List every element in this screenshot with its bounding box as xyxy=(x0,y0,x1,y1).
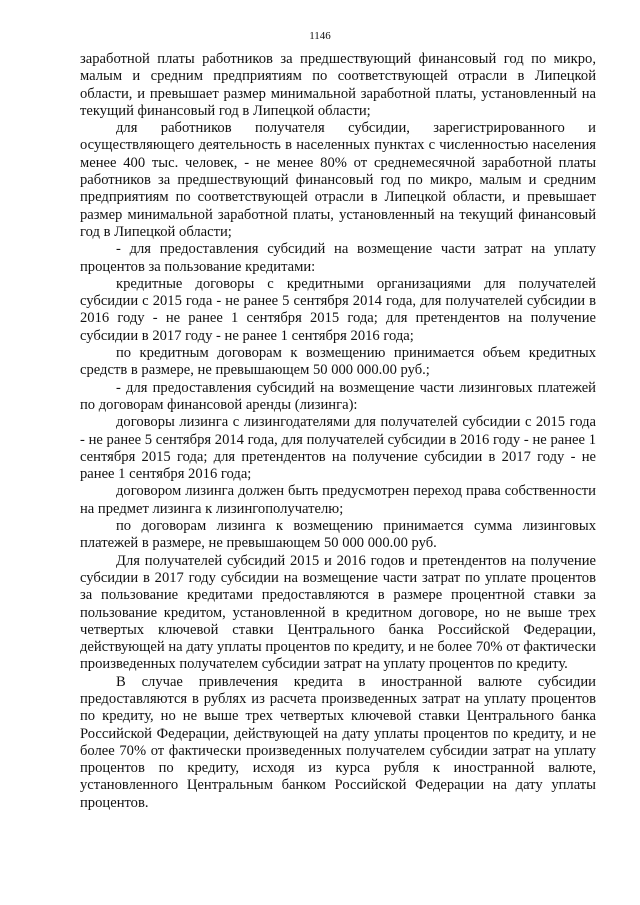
paragraph: для работников получателя субсидии, зарегистрированного и осуществляющего деятельность в населенных пунктах с численностью населения менее 400 тыс. человек, - не менее 80% от среднемесячной заработной платы работников за предшествующий финансовый год по микро, малым и средним предприятиям по соответствующей отрасли в Липецкой области, и превышает размер минимальной заработной платы, установленный на текущий финансовый год в Липецкой области; xyxy=(80,120,596,240)
paragraph: договором лизинга должен быть предусмотрен переход права собственности на предмет лизинга к лизингополучателю; xyxy=(80,483,596,517)
paragraph: В случае привлечения кредита в иностранной валюте субсидии предоставляются в рублях из расчета произведенных затрат на уплату процентов по кредиту, но не выше трех четвертых ключевой ставки Центрального банка Российской Федерации, действующей на дату уплаты процентов по кредиту, и не более 70% от фактически произведенных получателем субсидии затрат на уплату процентов по кредиту, исходя из курса рубля к иностранной валюте, установленного Центральным банком Российской Федерации на дату уплаты процентов. xyxy=(80,673,596,811)
paragraph: - для предоставления субсидий на возмещение части затрат на уплату процентов за пользование кредитами: xyxy=(80,241,596,275)
paragraph: - для предоставления субсидий на возмещение части лизинговых платежей по договорам финансовой аренды (лизинга): xyxy=(80,379,596,413)
paragraph: по договорам лизинга к возмещению принимается сумма лизинговых платежей в размере, не превышающем 50 000 000.00 руб. xyxy=(80,518,596,552)
paragraph: договоры лизинга с лизингодателями для получателей субсидии с 2015 года - не ранее 5 сентября 2014 года, для получателей субсидии в 2016 году - не ранее 1 сентября 2015 года; для претендентов на получение субсидии в 2017 году - не ранее 1 сентября 2016 года; xyxy=(80,414,596,483)
paragraph: Для получателей субсидий 2015 и 2016 годов и претендентов на получение субсидии в 2017 году субсидии на возмещение части затрат по уплате процентов за пользование кредитами предоставляются в размере процентной ставки за пользование кредитом, установленной в кредитном договоре, но не выше трех четвертых ключевой ставки Центрального банка Российской Федерации, действующей на дату уплаты процентов по кредиту, и не более 70% от фактически произведенных получателем субсидии затрат на уплату процентов по кредиту. xyxy=(80,552,596,673)
document-body xyxy=(80,51,596,812)
paragraph: по кредитным договорам к возмещению принимается объем кредитных средств в размере, не превышающем 50 000 000.00 руб.; xyxy=(80,345,596,379)
page-number: 1146 xyxy=(309,30,331,42)
paragraph: кредитные договоры с кредитными организациями для получателей субсидии с 2015 года - не ранее 5 сентября 2014 года, для получателей субсидии в 2016 году - не ранее 1 сентября 2015 года; для претендентов на получение субсидии в 2017 году - не ранее 1 сентября 2016 года; xyxy=(80,275,596,344)
paragraph: заработной платы работников за предшествующий финансовый год по микро, малым и средним предприятиям по соответствующей отрасли в Липецкой области, и превышает размер минимальной заработной платы, установленный на текущий финансовый год в Липецкой области; xyxy=(80,51,596,119)
